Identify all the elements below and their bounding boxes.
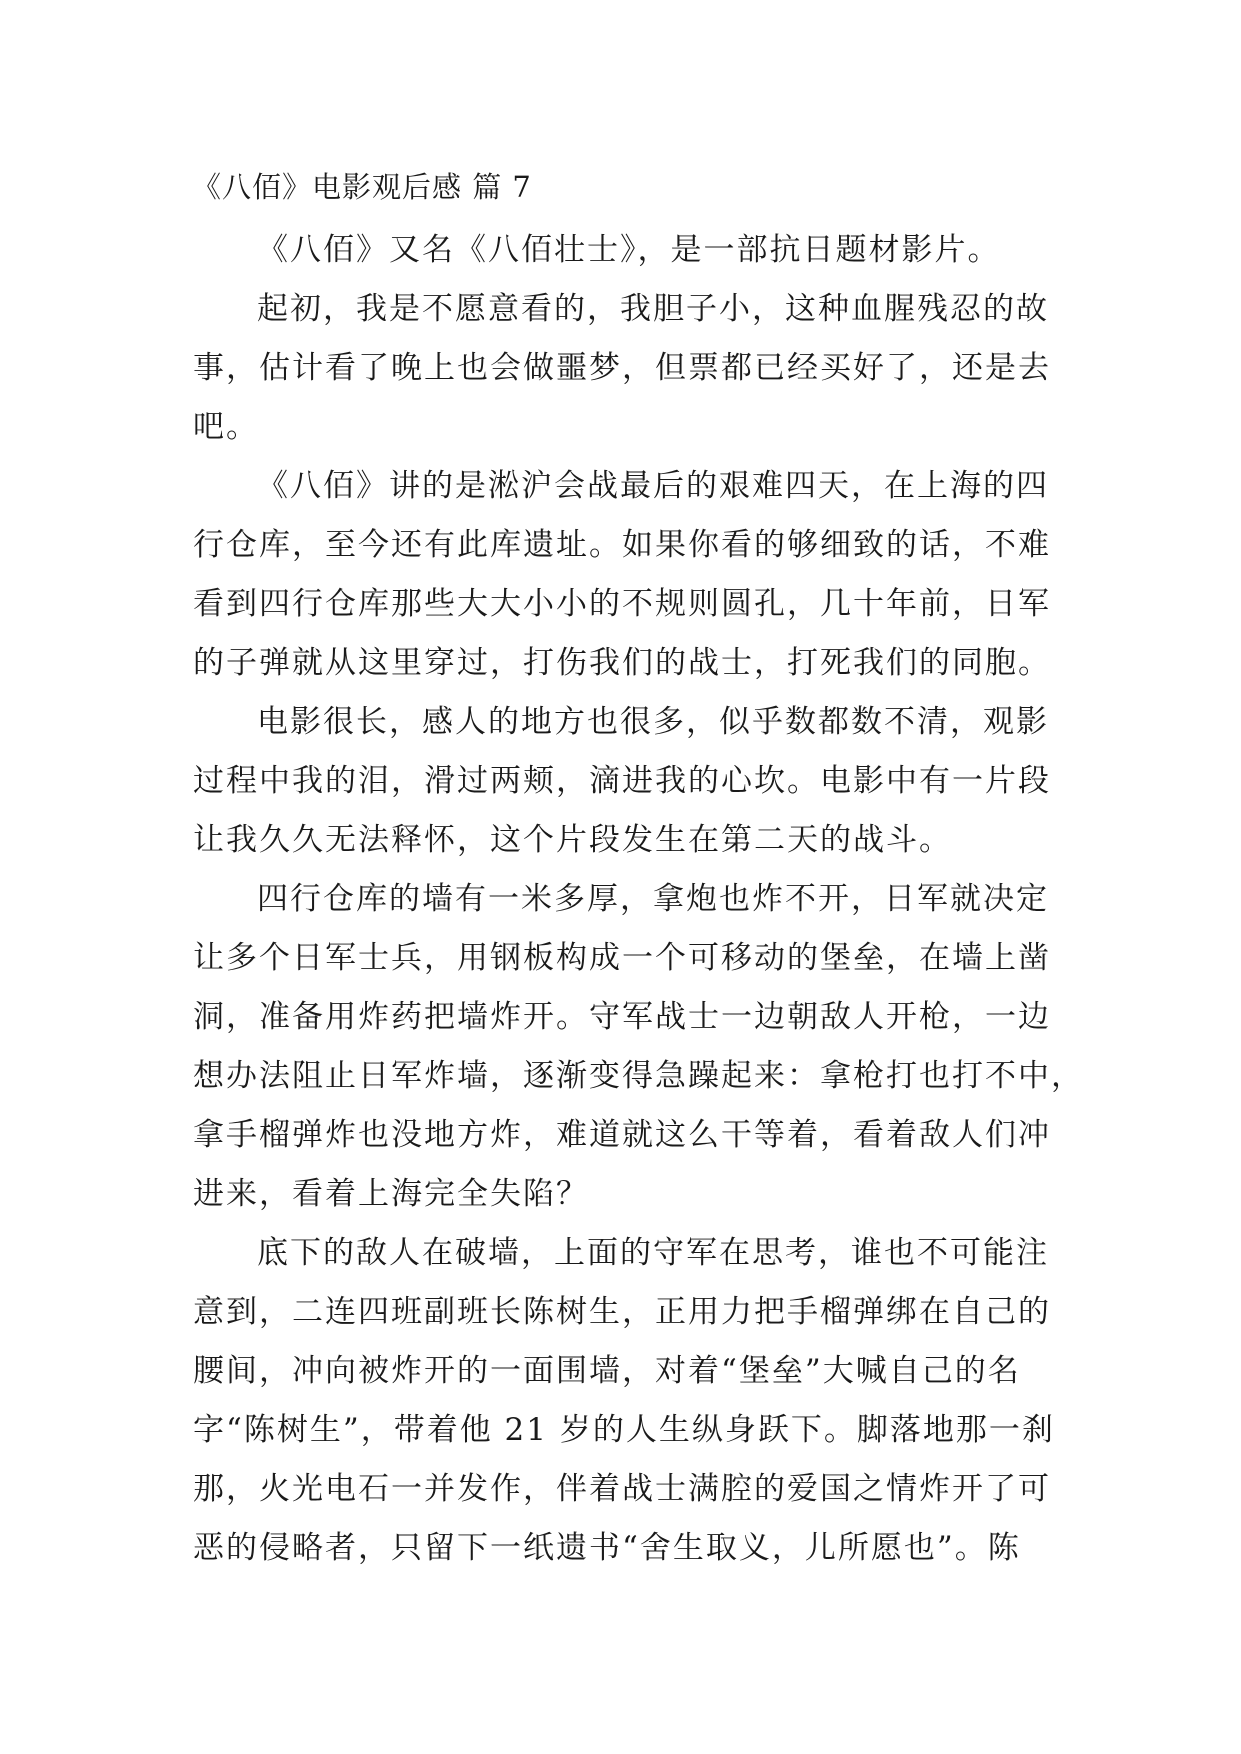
paragraph-line: 四行仓库的墙有一米多厚，拿炮也炸不开，日军就决定 <box>257 881 1049 917</box>
paragraph-line: 让我久久无法释怀，这个片段发生在第二天的战斗。 <box>193 822 952 858</box>
paragraph-line: 拿手榴弹炸也没地方炸，难道就这么干等着，看着敌人们冲 <box>193 1117 1051 1153</box>
paragraph-line: 起初，我是不愿意看的，我胆子小，这种血腥残忍的故 <box>257 291 1049 327</box>
paragraph-line: 想办法阻止日军炸墙，逐渐变得急躁起来：拿枪打也打不中， <box>193 1058 1084 1094</box>
paragraph-line: 意到，二连四班副班长陈树生，正用力把手榴弹绑在自己的 <box>193 1294 1051 1330</box>
paragraph-line: 过程中我的泪，滑过两颊，滴进我的心坎。电影中有一片段 <box>193 763 1051 799</box>
paragraph-line: 电影很长，感人的地方也很多，似乎数都数不清，观影 <box>257 704 1049 740</box>
paragraph-line: 进来，看着上海完全失陷？ <box>193 1176 589 1212</box>
paragraph-line: 字“陈树生”，带着他 21 岁的人生纵身跃下。脚落地那一刹 <box>193 1412 1055 1448</box>
paragraph-line: 底下的敌人在破墙，上面的守军在思考，谁也不可能注 <box>257 1235 1049 1271</box>
paragraph-line: 行仓库，至今还有此库遗址。如果你看的够细致的话，不难 <box>193 527 1051 563</box>
paragraph-line: 让多个日军士兵，用钢板构成一个可移动的堡垒，在墙上凿 <box>193 940 1051 976</box>
paragraph-line: 看到四行仓库那些大大小小的不规则圆孔，几十年前，日军 <box>193 586 1051 622</box>
paragraph-line: 那，火光电石一并发作，伴着战士满腔的爱国之情炸开了可 <box>193 1471 1051 1507</box>
paragraph-line: 吧。 <box>193 409 259 445</box>
paragraph-line: 恶的侵略者，只留下一纸遗书“舍生取义，儿所愿也”。陈 <box>193 1530 1021 1566</box>
paragraph-line: 洞，准备用炸药把墙炸开。守军战士一边朝敌人开枪，一边 <box>193 999 1051 1035</box>
paragraph-line: 《八佰》讲的是淞沪会战最后的艰难四天，在上海的四 <box>257 468 1049 504</box>
document-title: 《八佰》电影观后感 篇 7 <box>192 170 532 204</box>
document-body <box>193 221 1084 1578</box>
paragraph-line: 事，估计看了晚上也会做噩梦，但票都已经买好了，还是去 <box>193 350 1051 386</box>
paragraph-line: 的子弹就从这里穿过，打伤我们的战士，打死我们的同胞。 <box>193 645 1051 681</box>
paragraph-line: 腰间，冲向被炸开的一面围墙，对着“堡垒”大喊自己的名 <box>193 1353 1021 1389</box>
paragraph-line: 《八佰》又名《八佰壮士》，是一部抗日题材影片。 <box>257 232 1001 268</box>
